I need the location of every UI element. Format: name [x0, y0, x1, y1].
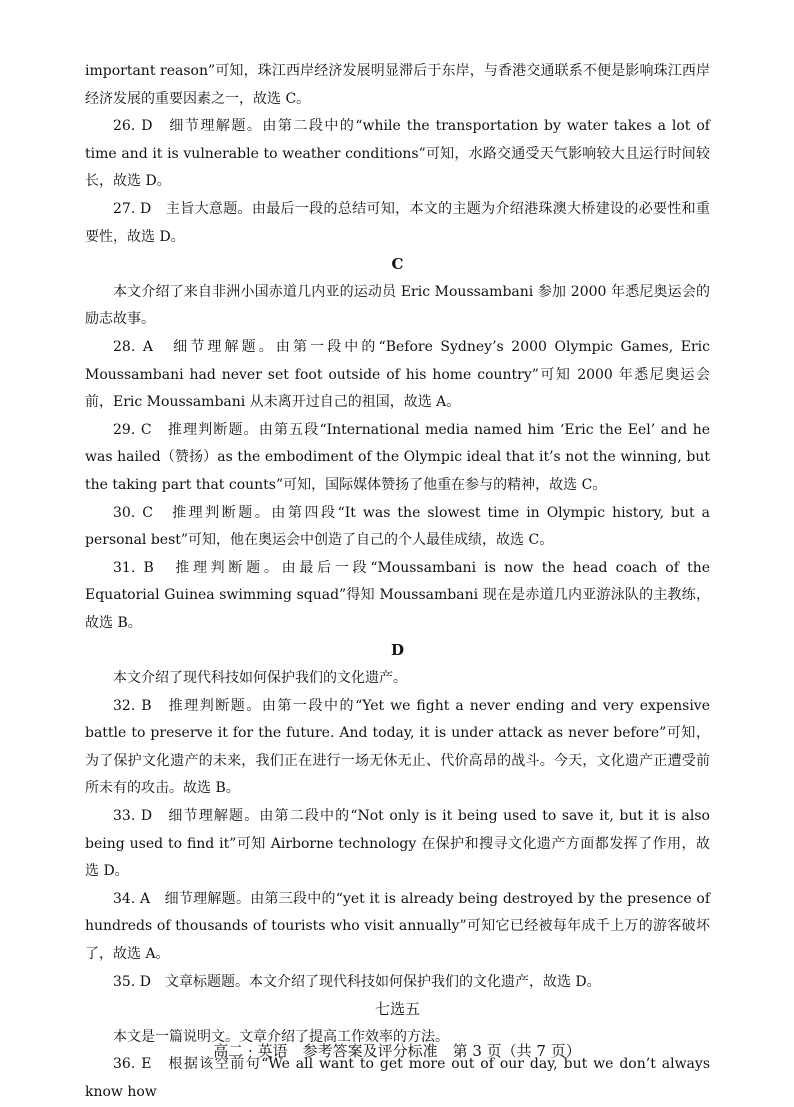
answer-31: 31. B 推理判断题。由最后一段“Moussambani is now the head coach of the Equatorial Guinea swimming squad”得知 Moussambani 现在是赤道几内亚游泳队的主教练，故选 B。	[85, 559, 710, 631]
answer-33: 33. D 细节理解题。由第二段中的“Not only is it being used to save it, but it is also being used to find it”可知 Airborne technology 在保护和搜寻文化遗产方面都发挥了作用，故选 D。	[85, 808, 710, 880]
paragraph-continuation: important reason”可知，珠江西岸经济发展明显滞后于东岸，与香港交通联系不便是影响珠江西岸经济发展的重要因素之一，故选 C。	[85, 63, 710, 107]
section-c-heading: C	[391, 255, 404, 274]
section-seven-intro: 本文是一篇说明文。文章介绍了提高工作效率的方法。	[113, 1028, 449, 1045]
answer-27: 27. D 主旨大意题。由最后一段的总结可知，本文的主题为介绍港珠澳大桥建设的必要性和重要性，故选 D。	[85, 200, 710, 245]
section-d-heading: D	[390, 641, 404, 660]
answer-30: 30. C 推理判断题。由第四段“It was the slowest time in Olympic history, but a personal best”可知，他在奥运会中创造了自己的个人最佳成绩，故选 C。	[85, 504, 710, 549]
answer-26: 26. D 细节理解题。由第二段中的“while the transportation by water takes a lot of time and it is vulnerable to weather conditions”可知，水路交通受天气影响较大且运行时间较长，故选 D。	[85, 118, 710, 190]
answer-document	[85, 58, 710, 1107]
page-footer: 高二 · 英语 参考答案及评分标准 第 3 页（共 7 页）	[213, 1042, 581, 1060]
answer-28: 28. A 细节理解题。由第一段中的“Before Sydney’s 2000 Olympic Games, Eric Moussambani had never set foot outside of his home country”可知 2000 年悉尼奥运会前，Eric Moussambani 从未离开过自己的祖国，故选 A。	[85, 338, 710, 411]
section-c-intro: 本文介绍了来自非洲小国赤道几内亚的运动员 Eric Moussambani 参加 2000 年悉尼奥运会的励志故事。	[85, 283, 710, 328]
section-d-intro: 本文介绍了现代科技如何保护我们的文化遗产。	[113, 670, 407, 687]
section-seven-heading: 七选五	[374, 1000, 420, 1019]
answer-34: 34. A 细节理解题。由第三段中的“yet it is already being destroyed by the presence of hundreds of thousands of tourists who visit annually”可知它已经被每年成千上万的游客破坏了，故选 A。	[85, 890, 710, 962]
answer-29: 29. C 推理判断题。由第五段“International media named him ‘Eric the Eel’ and he was hailed（赞扬）as the embodiment of the Olympic ideal that it’s not the winning, but the taking part that counts”可知，国际媒体赞扬了他重在参与的精神，故选 C。	[85, 421, 710, 493]
answer-36: 36. E 根据该空前句“We all want to get more out of our day, but we don’t always know how	[85, 1056, 710, 1100]
answer-35: 35. D 文章标题题。本文介绍了现代科技如何保护我们的文化遗产，故选 D。	[113, 973, 601, 990]
answer-32: 32. B 推理判断题。由第一段中的“Yet we fight a never ending and very expensive battle to preserve it for the future. And today, it is under attack as never before”可知，为了保护文化遗产的未来，我们正在进行一场无休无止、代价高昂的战斗。今天，文化遗产正遭受前所未有的攻击。故选 B。	[85, 697, 710, 797]
